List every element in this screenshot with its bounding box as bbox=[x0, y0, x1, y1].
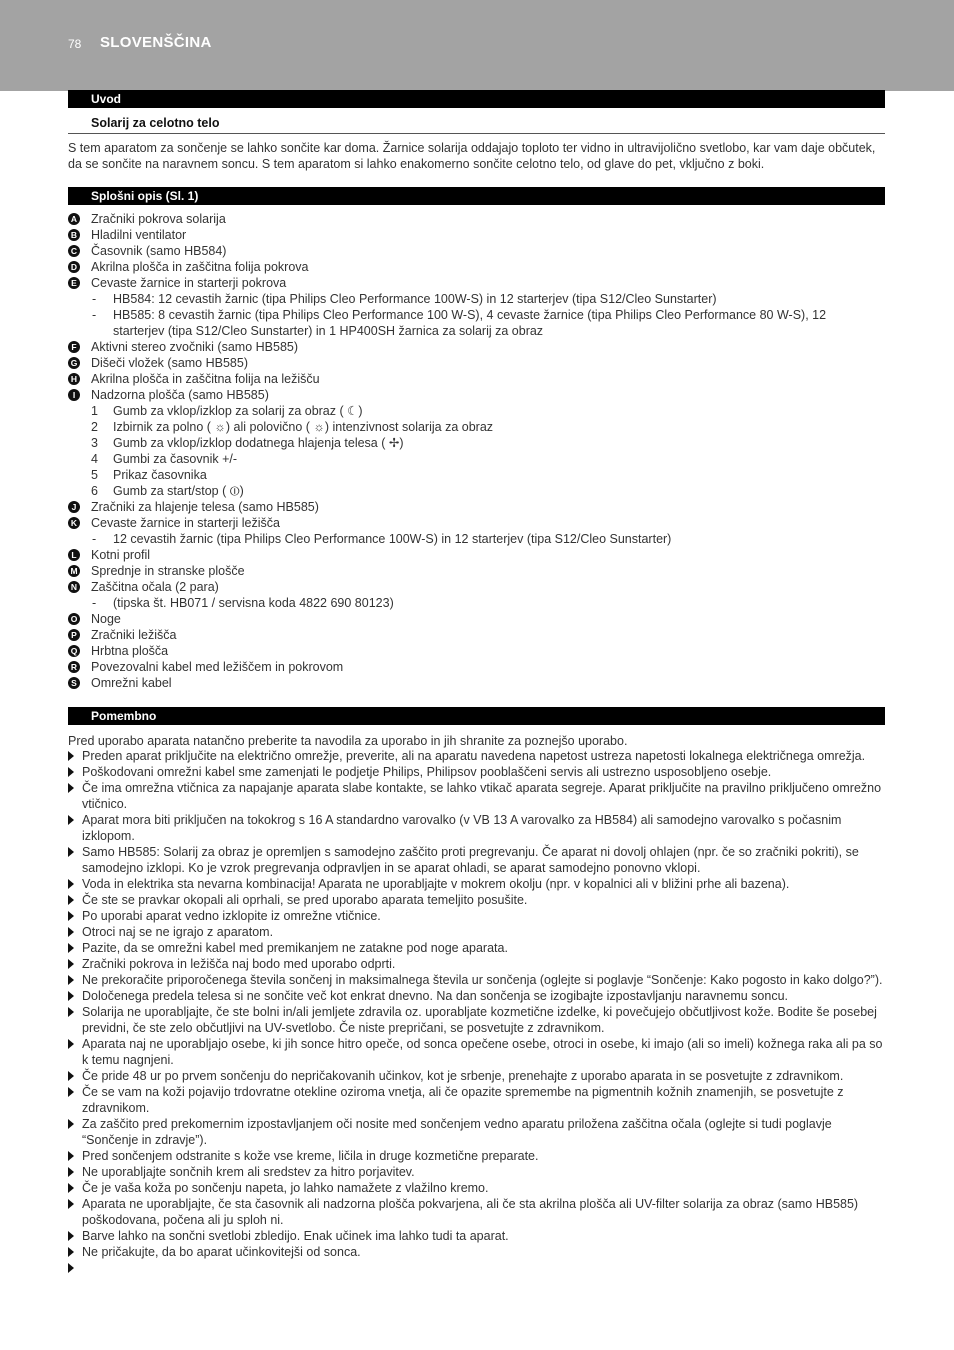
part-letter-badge: Q bbox=[68, 645, 80, 657]
part-label: Zračniki za hlajenje telesa (samo HB585) bbox=[91, 500, 319, 514]
warning-item bbox=[68, 1068, 885, 1084]
warning-text: Zračniki pokrova in ležišča naj bodo med uporabo odprti. bbox=[82, 957, 396, 971]
sub-item-dash: - bbox=[92, 292, 97, 306]
control-label: Prikaz časovnika bbox=[113, 468, 207, 482]
warning-item bbox=[68, 1116, 885, 1148]
control-label: Gumbi za časovnik +/- bbox=[113, 452, 238, 466]
control-label: Gumb za vklop/izklop dodatnega hlajenja telesa ( ✢) bbox=[113, 436, 404, 450]
warning-text: Ne uporabljajte sončnih krem ali sredstev za hitro porjavitev. bbox=[82, 1165, 415, 1179]
bullet-icon bbox=[68, 1119, 74, 1129]
warning-text: Če se vam na koži pojavijo trdovratne otekline oziroma vnetja, ali če opazite spremembe na pigmentnih kožnih znamenjih, se posvetujte z zdravnikom. bbox=[82, 1085, 844, 1115]
sub-item-text: HB585: 8 cevastih žarnic (tipa Philips Cleo Performance 100 W-S), 4 cevaste žarnice (tipa Philips Cleo Performance 80 W-S), 12 bbox=[113, 308, 827, 322]
warning-text: Če pride 48 ur po prvem sončenju do nepričakovanih učinkov, kot je srbenje, prenehajte z uporabo aparata in se posvetujte z zdravnikom. bbox=[82, 1069, 844, 1083]
warning-item bbox=[68, 908, 885, 924]
warning-text: Voda in elektrika sta nevarna kombinacija! Aparata ne uporabljajte v mokrem okolju (npr. v kopalnici ali v bližini prhe ali bazena). bbox=[82, 877, 790, 891]
warning-text: Če ste se pravkar okopali ali oprhali, se pred uporabo aparata temeljito posušite. bbox=[82, 893, 528, 907]
part-letter-badge: E bbox=[68, 277, 80, 289]
warning-item bbox=[68, 844, 885, 876]
page-number: 78 bbox=[68, 37, 82, 51]
control-label: Gumb za start/stop ( ⏼) bbox=[113, 484, 244, 498]
warning-item bbox=[68, 1228, 885, 1244]
part-label: Kotni profil bbox=[91, 548, 151, 562]
part-letter-badge: R bbox=[68, 661, 80, 673]
part-letter-badge: K bbox=[68, 517, 80, 529]
part-letter-badge: P bbox=[68, 629, 80, 641]
bullet-icon bbox=[68, 959, 74, 969]
subsection-divider bbox=[68, 133, 885, 134]
part-letter-badge: L bbox=[68, 549, 80, 561]
warning-text: Za zaščito pred prekomernim izpostavljanjem oči nosite med sončenjem vedno aparatu priložena zaščitna očala (oglejte si tudi poglavje “Sončenje in zdravje”). bbox=[82, 1117, 832, 1147]
bullet-icon bbox=[68, 847, 74, 857]
part-letter-badge: O bbox=[68, 613, 80, 625]
part-label: Dišeči vložek (samo HB585) bbox=[91, 356, 248, 370]
bullet-icon bbox=[68, 1183, 74, 1193]
warning-text: Samo HB585: Solarij za obraz je opremljen s samodejno zaščito proti pregrevanju. Če aparat ni dovolj ohlajen (npr. če so zračniki pokriti), se samodejno izklopi. Ko je vzrok pregrevanja odpravljen in se aparat ohladi, se aparat samodejno ponovno vklopi. bbox=[82, 845, 859, 875]
warning-text: Otroci naj se ne igrajo z aparatom. bbox=[82, 925, 274, 939]
warning-item bbox=[68, 1164, 885, 1180]
warning-item bbox=[68, 1084, 885, 1116]
warning-item bbox=[68, 988, 885, 1004]
part-label: Cevaste žarnice in starterji pokrova bbox=[91, 276, 287, 290]
warning-text: Barve lahko na sončni svetlobi zbledijo. Enak učinek ima lahko tudi ta aparat. bbox=[82, 1229, 509, 1243]
part-label: Hladilni ventilator bbox=[91, 228, 187, 242]
bullet-icon bbox=[68, 1087, 74, 1097]
header-bar bbox=[0, 0, 954, 91]
bullet-icon bbox=[68, 895, 74, 905]
warning-item bbox=[68, 956, 885, 972]
sub-item-dash: - bbox=[92, 308, 97, 322]
sub-item-text: 12 cevastih žarnic (tipa Philips Cleo Performance 100W-S) in 12 starterjev (tipa S12/Cleo Sunstarter) bbox=[113, 532, 672, 546]
subsection-heading: Solarij za celotno telo bbox=[91, 116, 220, 130]
bullet-icon bbox=[68, 1231, 74, 1241]
bullet-icon bbox=[68, 1167, 74, 1177]
part-label: Akrilna plošča in zaščitna folija na ležišču bbox=[91, 372, 320, 386]
bullet-icon bbox=[68, 927, 74, 937]
part-letter-badge: G bbox=[68, 357, 80, 369]
warning-item bbox=[68, 940, 885, 956]
warning-text: Solarija ne uporabljajte, če ste bolni in/ali jemljete zdravila oz. uporabljate kozmetične izdelke, ki povečujejo občutljivost kože. Bodite še posebej previdni, če ste zelo občutljivi na UV-svetlobo. Če niste prepričani, se posvetujte z zdravnikom. bbox=[82, 1005, 877, 1035]
section-heading-important: Pomembno bbox=[68, 707, 885, 725]
part-label: Zračniki pokrova solarija bbox=[91, 212, 226, 226]
part-letter-badge: I bbox=[68, 389, 80, 401]
warning-text: Poškodovani omrežni kabel sme zamenjati le podjetje Philips, Philipsov pooblaščeni servis ali ustrezno usposobljeno osebje. bbox=[82, 765, 772, 779]
bullet-icon bbox=[68, 1263, 74, 1273]
language-title: SLOVENŠČINA bbox=[100, 34, 212, 51]
part-label: Zračniki ležišča bbox=[91, 628, 177, 642]
sub-item-dash: - bbox=[92, 596, 97, 610]
bullet-icon bbox=[68, 767, 74, 777]
part-label: Noge bbox=[91, 612, 121, 626]
part-letter-badge: M bbox=[68, 565, 80, 577]
sub-item-text: (tipska št. HB071 / servisna koda 4822 690 80123) bbox=[113, 596, 394, 610]
warning-text: Določenega predela telesa si ne sončite več kot enkrat dnevno. Na dan sončenja se izogibajte izpostavljanju naravnemu soncu. bbox=[82, 989, 788, 1003]
warning-item bbox=[68, 780, 885, 812]
part-label: Omrežni kabel bbox=[91, 676, 172, 690]
bullet-icon bbox=[68, 911, 74, 921]
section-heading-uvod: Uvod bbox=[68, 90, 885, 108]
control-number: 5 bbox=[91, 468, 98, 482]
warning-item bbox=[68, 876, 885, 892]
part-label: Sprednje in stranske plošče bbox=[91, 564, 245, 578]
part-letter-badge: B bbox=[68, 229, 80, 241]
warning-text: Če ima omrežna vtičnica za napajanje aparata slabe kontakte, se lahko vtikač aparata segreje. Aparat priključite na pravilno priključeno omrežno vtičnico. bbox=[82, 781, 882, 811]
important-intro: Pred uporabo aparata natančno preberite ta navodila za uporabo in jih shranite za poznejšo uporabo. bbox=[68, 734, 628, 748]
warning-text: Po uporabi aparat vedno izklopite iz omrežne vtičnice. bbox=[82, 909, 381, 923]
sub-item-continuation: starterjev (tipa S12/Cleo Sunstarter) in 1 HP400SH žarnica za solarij za obraz bbox=[113, 324, 544, 338]
warning-text: Aparat mora biti priključen na tokokrog s 16 A standardno varovalko (v VB 13 A varovalko za HB584) ali samodejno varovalko s počasnim izklopom. bbox=[82, 813, 842, 843]
warning-text: Pazite, da se omrežni kabel med premikanjem ne zatakne pod noge aparata. bbox=[82, 941, 508, 955]
warnings-list bbox=[68, 748, 885, 1276]
part-label: Povezovalni kabel med ležiščem in pokrovom bbox=[91, 660, 344, 674]
warning-item bbox=[68, 892, 885, 908]
sub-item-text: HB584: 12 cevastih žarnic (tipa Philips Cleo Performance 100W-S) in 12 starterjev (tipa S12/Cleo Sunstarter) bbox=[113, 292, 717, 306]
warning-text: Ne pričakujte, da bo aparat učinkovitejši od sonca. bbox=[82, 1245, 361, 1259]
warning-item bbox=[68, 1244, 885, 1260]
part-label: Hrbtna plošča bbox=[91, 644, 169, 658]
bullet-icon bbox=[68, 943, 74, 953]
warning-item bbox=[68, 812, 885, 844]
part-label: Zaščitna očala (2 para) bbox=[91, 580, 219, 594]
bullet-icon bbox=[68, 879, 74, 889]
control-number: 2 bbox=[91, 420, 98, 434]
warning-text: Če je vaša koža po sončenju napeta, jo lahko namažete z vlažilno kremo. bbox=[82, 1181, 489, 1195]
part-letter-badge: F bbox=[68, 341, 80, 353]
part-letter-badge: D bbox=[68, 261, 80, 273]
warning-text: Aparata ne uporabljajte, če sta časovnik ali nadzorna plošča pokvarjena, ali če sta akrilna plošča ali UV-filter solarija za obraz (samo HB585) poškodovana, počena ali ju sploh ni. bbox=[82, 1197, 859, 1227]
part-label: Aktivni stereo zvočniki (samo HB585) bbox=[91, 340, 299, 354]
bullet-icon bbox=[68, 1151, 74, 1161]
bullet-icon bbox=[68, 751, 74, 761]
control-number: 6 bbox=[91, 484, 98, 498]
bullet-icon bbox=[68, 975, 74, 985]
part-letter-badge: C bbox=[68, 245, 80, 257]
part-letter-badge: S bbox=[68, 677, 80, 689]
warning-item bbox=[68, 1260, 885, 1276]
warning-item bbox=[68, 972, 885, 988]
control-label: Izbirnik za polno ( ☼) ali polovično ( ☼) intenzivnost solarija za obraz bbox=[113, 420, 494, 434]
bullet-icon bbox=[68, 1071, 74, 1081]
warning-item bbox=[68, 924, 885, 940]
bullet-icon bbox=[68, 783, 74, 793]
part-label: Akrilna plošča in zaščitna folija pokrova bbox=[91, 260, 309, 274]
control-label: Gumb za vklop/izklop za solarij za obraz ( ☾) bbox=[113, 404, 363, 418]
bullet-icon bbox=[68, 1039, 74, 1049]
warning-text: Aparata naj ne uporabljajo osebe, ki jih sonce hitro opeče, od sonca opečene osebe, otroci in osebe, ki imajo (ali so imeli) kožnega raka ali pa so k temu nagnjeni. bbox=[82, 1037, 883, 1067]
warning-item bbox=[68, 1196, 885, 1228]
warning-text: Ne prekoračite priporočenega števila sončenj in maksimalnega števila ur sončenja (oglejte si poglavje “Sončenje: Kako pogosto in kako dolgo?”). bbox=[82, 973, 883, 987]
part-label: Časovnik (samo HB584) bbox=[91, 244, 227, 258]
part-label: Nadzorna plošča (samo HB585) bbox=[91, 388, 269, 402]
part-letter-badge: H bbox=[68, 373, 80, 385]
warning-item bbox=[68, 1148, 885, 1164]
bullet-icon bbox=[68, 815, 74, 825]
warning-item bbox=[68, 748, 885, 764]
control-number: 3 bbox=[91, 436, 98, 450]
control-number: 4 bbox=[91, 452, 98, 466]
intro-paragraph: S tem aparatom za sončenje se lahko sončite kar doma. Žarnice solarija oddajajo toploto ter vidno in ultravijolično svetlobo, kar vam daje občutek, da se sončite na naravnem soncu. S tem aparatom si lahko enakomerno sončite celotno telo, od glave do pet, vključno z boki. bbox=[68, 141, 876, 171]
bullet-icon bbox=[68, 991, 74, 1001]
bullet-icon bbox=[68, 1007, 74, 1017]
sub-item-dash: - bbox=[92, 532, 97, 546]
part-letter-badge: N bbox=[68, 581, 80, 593]
warning-text: Preden aparat priključite na električno omrežje, preverite, ali na aparatu navedena napetost ustreza napetosti lokalnega električnega omrežja. bbox=[82, 749, 866, 763]
warning-text: Pred sončenjem odstranite s kože vse kreme, ličila in druge kozmetične preparate. bbox=[82, 1149, 539, 1163]
part-letter-badge: J bbox=[68, 501, 80, 513]
bullet-icon bbox=[68, 1247, 74, 1257]
part-letter-badge: A bbox=[68, 213, 80, 225]
warning-item bbox=[68, 1004, 885, 1036]
bullet-icon bbox=[68, 1199, 74, 1209]
section-heading-description: Splošni opis (Sl. 1) bbox=[68, 187, 885, 205]
control-number: 1 bbox=[91, 404, 98, 418]
part-label: Cevaste žarnice in starterji ležišča bbox=[91, 516, 280, 530]
warning-item bbox=[68, 1180, 885, 1196]
warning-item bbox=[68, 1036, 885, 1068]
warning-item bbox=[68, 764, 885, 780]
